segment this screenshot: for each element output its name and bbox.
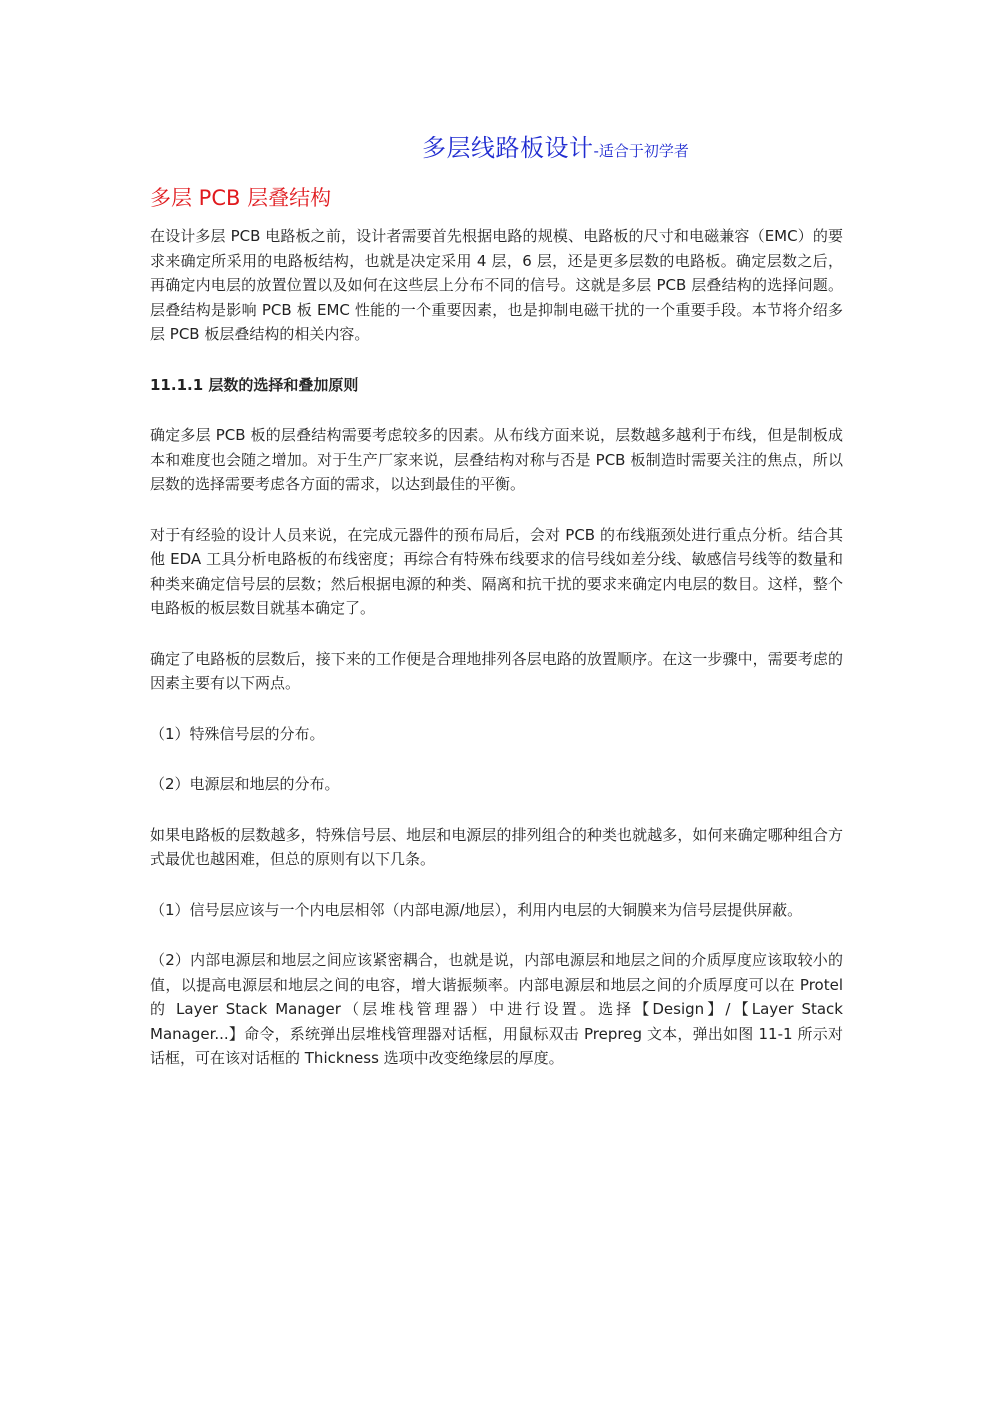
list-item-special-signal: （1）特殊信号层的分布。 (150, 724, 325, 743)
document-title (422, 128, 843, 168)
document-page (150, 128, 843, 1071)
paragraph-2: 对于有经验的设计人员来说，在完成元器件的预布局后，会对 PCB 的布线瓶颈处进行重点分析。结合其他 EDA 工具分析电路板的布线密度；再综合有特殊布线要求的信号线如差分线、敏感信号线等的数量和种类来确定信号层的层数；然后根据电源的种类、隔离和抗干扰的要求来确定内电层的数目。这样，整个电路板的板层数目就基本确定了。 (150, 525, 843, 617)
subsection-heading: 11.1.1 层数的选择和叠加原则 (150, 375, 359, 394)
section-heading: 多层 PCB 层叠结构 (150, 186, 332, 210)
title-main: 多层线路板设计 (422, 134, 594, 162)
list-item-power-ground: （2）电源层和地层的分布。 (150, 775, 340, 793)
rule-1: （1）信号层应该与一个内电层相邻（内部电源/地层），利用内电层的大铜膜来为信号层提供屏蔽。 (150, 900, 803, 919)
paragraph-3: 确定了电路板的层数后，接下来的工作便是合理地排列各层电路的放置顺序。在这一步骤中，需要考虑的因素主要有以下两点。 (150, 649, 843, 692)
paragraph-6: 如果电路板的层数越多，特殊信号层、地层和电源层的排列组合的种类也就越多，如何来确定哪种组合方式最优也越困难，但总的原则有以下几条。 (150, 825, 843, 868)
rule-2: （2）内部电源层和地层之间应该紧密耦合，也就是说，内部电源层和地层之间的介质厚度应该取较小的值，以提高电源层和地层之间的电容，增大谐振频率。内部电源层和地层之间的介质厚度可以在 Protel 的 Layer Stack Manager（层堆栈管理器）中进行设置。选择【Design】/【Layer Stack Manager...】命令，系统弹出层堆栈管理器对话框，用鼠标双击 Prepreg 文本，弹出如图 11-1 所示对话框，可在该对话框的 Thickness 选项中改变绝缘层的厚度。 (150, 951, 843, 1067)
intro-paragraph: 在设计多层 PCB 电路板之前，设计者需要首先根据电路的规模、电路板的尺寸和电磁兼容（EMC）的要求来确定所采用的电路板结构，也就是决定采用 4 层，6 层，还是更多层数的电路板。确定层数之后，再确定内电层的放置位置以及如何在这些层上分布不同的信号。这就是多层 PCB 层叠结构的选择问题。层叠结构是影响 PCB 板 EMC 性能的一个重要因素，也是抑制电磁干扰的一个重要手段。本节将介绍多层 PCB 板层叠结构的相关内容。 (150, 227, 843, 343)
paragraph-1: 确定多层 PCB 板的层叠结构需要考虑较多的因素。从布线方面来说，层数越多越利于布线，但是制板成本和难度也会随之增加。对于生产厂家来说，层叠结构对称与否是 PCB 板制造时需要关注的焦点，所以层数的选择需要考虑各方面的需求，以达到最佳的平衡。 (150, 426, 843, 493)
title-subtitle: -适合于初学者 (593, 142, 689, 160)
